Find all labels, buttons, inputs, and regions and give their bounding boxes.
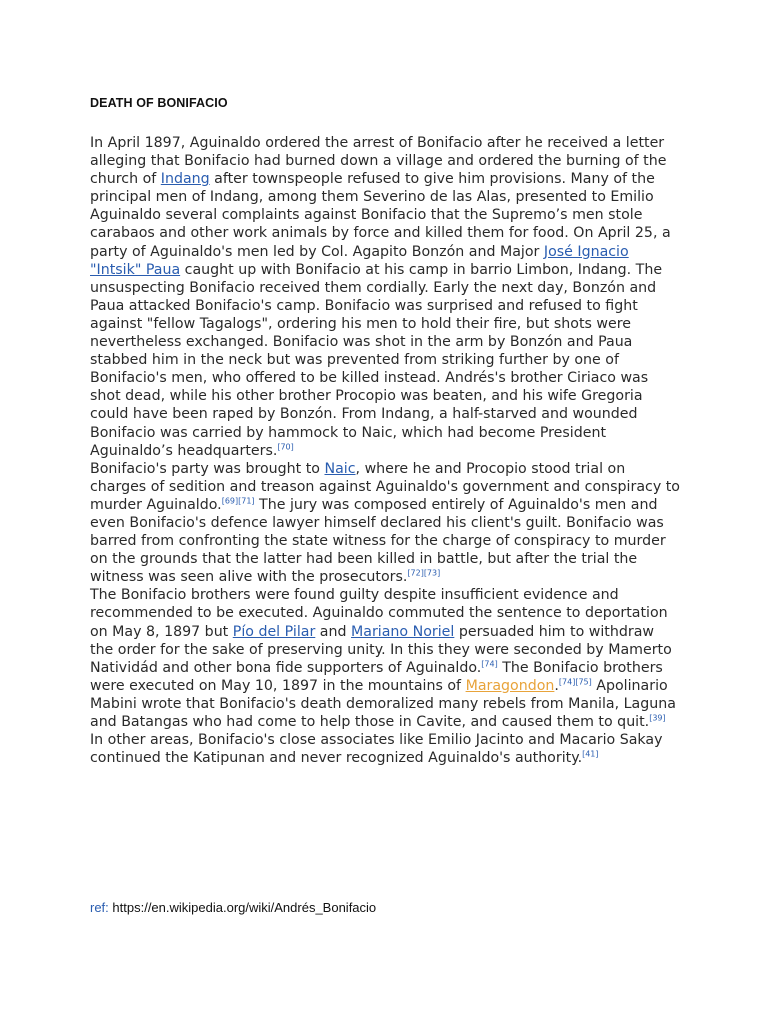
reference-label: ref: xyxy=(90,900,109,915)
paragraph-text: In other areas, Bonifacio's close associates like Emilio Jacinto and Macario Sakay continued the Katipunan and never recognized Aguinaldo's authority. xyxy=(90,732,663,767)
link-mariano-noriel[interactable]: Mariano Noriel xyxy=(351,623,455,640)
reference-url[interactable]: https://en.wikipedia.org/wiki/Andrés_Bonifacio xyxy=(108,900,377,915)
citation-72-73[interactable]: [72][73] xyxy=(407,568,441,578)
link-maragondon[interactable]: Maragondon xyxy=(465,677,555,694)
paragraph-text: The Bonifacio brothers were executed on May 10, 1897 in the mountains of xyxy=(90,659,663,694)
citation-74-75[interactable]: [74][75] xyxy=(558,677,592,687)
reference-footer xyxy=(90,900,376,915)
paragraph-execution xyxy=(90,586,680,767)
link-pio-del-pilar[interactable]: Pío del Pilar xyxy=(232,623,316,640)
paragraph-text: , where he and Procopio stood trial on charges of sedition and treason against Aguinaldo's government and conspiracy to murder Aguinaldo. xyxy=(90,460,680,513)
paragraph-text: Apolinario Mabini wrote that Bonifacio's death demoralized many rebels from Manila, Laguna and Batangas who had come to help those in Cavite, and caused them to quit. xyxy=(90,677,676,730)
paragraph-text: The Bonifacio brothers were found guilty despite insufficient evidence and recommended to be executed. Aguinaldo commuted the sentence to deportation on May 8, 1897 but xyxy=(90,587,668,640)
paragraph-arrest xyxy=(90,134,680,460)
paragraph-text: . xyxy=(554,677,559,694)
citation-74[interactable]: [74] xyxy=(481,658,498,668)
paragraph-text: caught up with Bonifacio at his camp in barrio Limbon, Indang. The unsuspecting Bonifacio received them cordially. Early the next day, Bonzón and Paua attacked Bonifacio's camp. Bonifacio was surprised and refused to fight against "fellow Tagalogs", ordering his men to hold their fire, but shots were nevertheless exchanged. Bonifacio was shot in the arm by Bonzón and Paua stabbed him in the neck but was prevented from striking further by one of Bonifacio's men, who offered to be killed instead. Andrés's brother Ciriaco was shot dead, while his other brother Procopio was beaten, and his wife Gregoria could have been raped by Bonzón. From Indang, a half-starved and wounded Bonifacio was carried by hammock to Naic, which had become President Aguinaldo’s headquarters. xyxy=(90,261,663,459)
paragraph-text: and xyxy=(315,623,352,640)
article xyxy=(90,96,680,767)
citation-39[interactable]: [39] xyxy=(649,713,666,723)
link-naic[interactable]: Naic xyxy=(324,460,356,477)
citation-69-71[interactable]: [69][71] xyxy=(221,496,255,506)
paragraph-text: The jury was composed entirely of Aguinaldo's men and even Bonifacio's defence lawyer himself declared his client's guilt. Bonifacio was barred from confronting the state witness for the charge of conspiracy to murder on the grounds that the latter had been killed in battle, but after the trial the witness was seen alive with the prosecutors. xyxy=(90,496,666,586)
citation-41[interactable]: [41] xyxy=(582,749,599,759)
link-paua[interactable]: José Ignacio "Intsik" Paua xyxy=(90,243,629,278)
citation-70[interactable]: [70] xyxy=(277,441,294,451)
paragraph-trial xyxy=(90,460,680,587)
page-title: DEATH OF BONIFACIO xyxy=(90,96,228,110)
paragraph-text: persuaded him to withdraw the order for the sake of preserving unity. In this they were seconded by Mamerto Natividád and other bona fide supporters of Aguinaldo. xyxy=(90,623,672,676)
paragraph-text: Bonifacio's party was brought to xyxy=(90,460,325,477)
link-indang[interactable]: Indang xyxy=(160,171,210,188)
paragraph-text: In April 1897, Aguinaldo ordered the arrest of Bonifacio after he received a letter alleging that Bonifacio had burned down a village and ordered the burning of the church of xyxy=(90,135,667,188)
paragraph-text: after townspeople refused to give him provisions. Many of the principal men of Indang, among them Severino de las Alas, presented to Emilio Aguinaldo several complaints against Bonifacio that the Supremo’s men stole carabaos and other work animals by force and killed them for food. On April 25, a party of Aguinaldo's men led by Col. Agapito Bonzón and Major xyxy=(90,171,671,260)
